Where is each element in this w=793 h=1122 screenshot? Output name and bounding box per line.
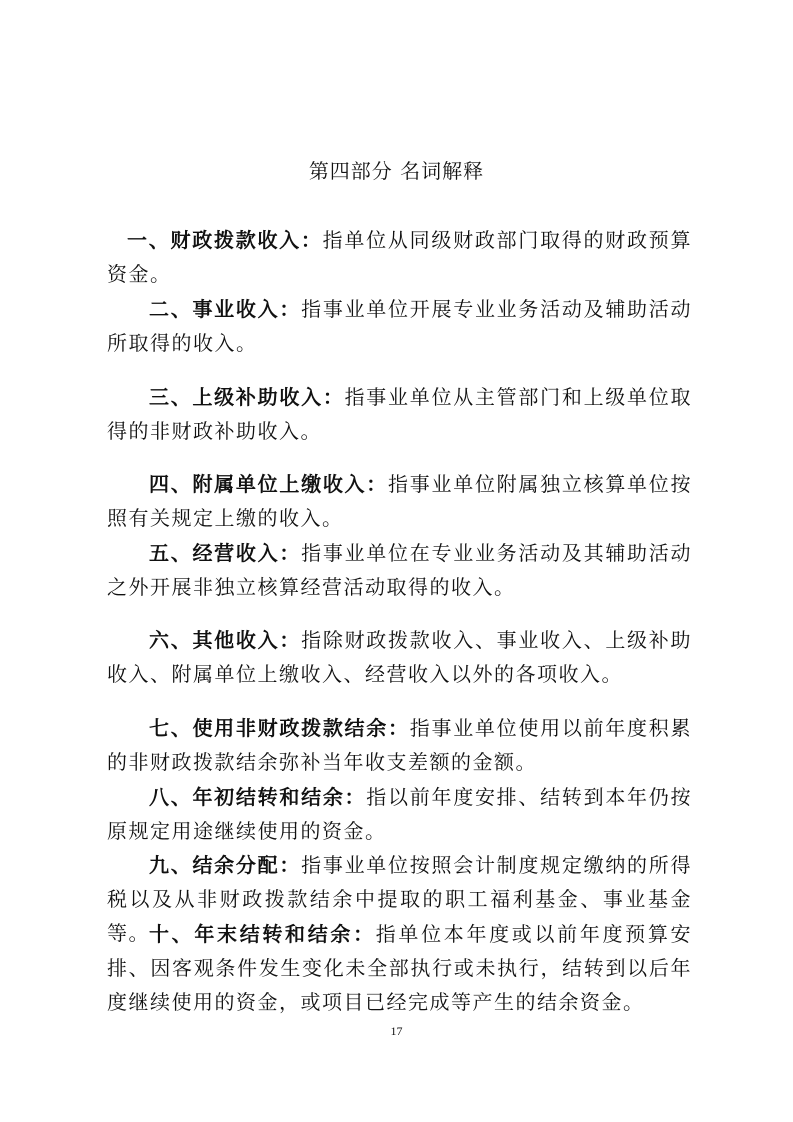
definition-text: 指事业单位按照会计制度规定缴纳的所得税以及从非财政拨款结余中提取的职工福利基金、事业基金等。 — [107, 853, 693, 945]
definition-text: 指单位本年度或以前年度预算安排、因客观条件发生变化未全部执行或未执行，结转到以后年度继续使用的资金，或项目已经完成等产生的结余资金。 — [107, 922, 693, 1014]
definition-entry — [107, 467, 692, 535]
definition-text: 指事业单位附属独立核算单位按照有关规定上缴的收入。 — [107, 472, 693, 530]
definition-text: 指事业单位使用以前年度积累的非财政拨款结余弥补当年收支差额的金额。 — [107, 716, 692, 774]
definition-term: 四、附属单位上缴收入： — [149, 472, 389, 496]
definition-term: 六、其他收入： — [149, 628, 302, 652]
definition-entry — [107, 380, 692, 448]
definition-entry — [107, 536, 692, 604]
definition-term: 五、经营收入： — [149, 541, 302, 565]
definition-term: 七、使用非财政拨款结余： — [149, 716, 410, 740]
definition-text: 指以前年度安排、结转到本年仍按原规定用途继续使用的资金。 — [107, 785, 693, 843]
definition-text: 指事业单位从主管部门和上级单位取得的非财政补助收入。 — [107, 385, 692, 443]
definition-entry — [107, 711, 692, 779]
definition-term: 二、事业收入： — [149, 297, 302, 321]
definition-entry — [107, 623, 692, 691]
definition-entry — [107, 292, 692, 360]
definition-term: 八、年初结转和结余： — [149, 785, 367, 809]
definition-term: 三、上级补助收入： — [149, 385, 345, 409]
definition-term: 一、财政拨款收入： — [127, 228, 323, 252]
page-number: 17 — [390, 1024, 403, 1038]
definition-term: 十、年末结转和结余： — [149, 922, 376, 946]
definition-text: 指单位从同级财政部门取得的财政预算资金。 — [107, 228, 693, 286]
definition-term: 九、结余分配： — [149, 853, 302, 877]
definition-text: 指事业单位开展专业业务活动及辅助活动所取得的收入。 — [107, 297, 693, 355]
definition-entry — [107, 780, 692, 848]
definition-entry — [107, 917, 692, 1019]
definition-entry — [107, 223, 692, 291]
section-title: 第四部分 名词解释 — [308, 159, 485, 183]
definition-text: 指除财政拨款收入、事业收入、上级补助收入、附属单位上缴收入、经营收入以外的各项收入。 — [107, 628, 693, 686]
definition-text: 指事业单位在专业业务活动及其辅助活动之外开展非独立核算经营活动取得的收入。 — [107, 541, 693, 599]
